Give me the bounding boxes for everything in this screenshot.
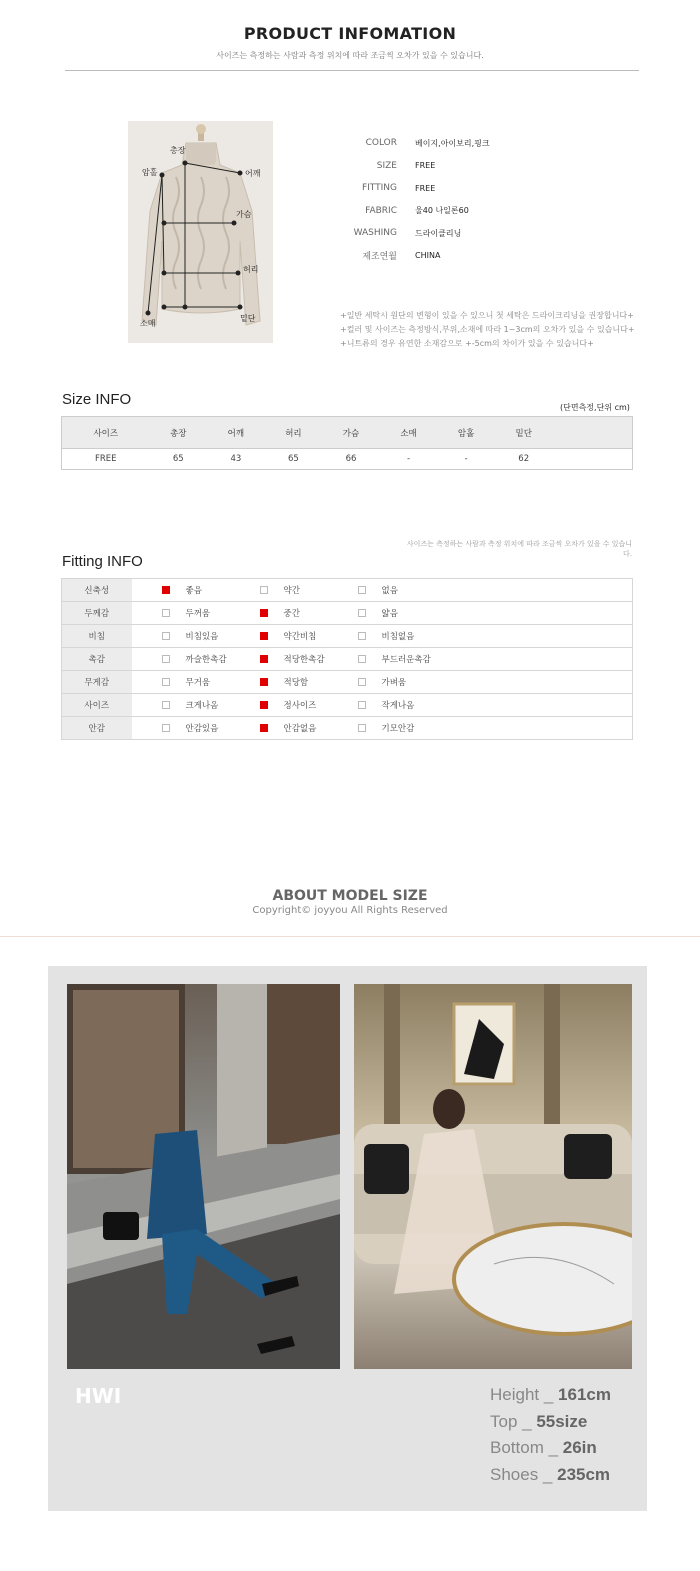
fitting-option-label: 정사이즈 <box>283 700 317 711</box>
size-cell: 66 <box>322 449 380 470</box>
spec-value: 울40 나일론60 <box>415 206 469 216</box>
fitting-option <box>260 671 358 694</box>
sweater-illustration <box>128 121 273 343</box>
unchecked-box-icon <box>162 724 170 732</box>
fitting-option-label: 무거움 <box>185 677 211 688</box>
unchecked-box-icon <box>162 678 170 686</box>
fitting-row-spacer <box>132 671 162 694</box>
stat-label: Height _ <box>490 1385 559 1404</box>
spec-row-fitting <box>340 177 490 200</box>
model-name: HWI <box>75 1384 122 1408</box>
fitting-row-label: 사이즈 <box>62 694 132 717</box>
fitting-option-label: 약간비침 <box>283 631 317 642</box>
model-stat-height <box>490 1382 611 1409</box>
size-cell: 65 <box>265 449 323 470</box>
fitting-option-label: 비침없음 <box>381 631 415 642</box>
divider <box>65 70 639 71</box>
fitting-option <box>162 717 260 740</box>
unchecked-box-icon <box>358 724 366 732</box>
fitting-option <box>358 625 633 648</box>
size-unit-note: (단면측정,단위 cm) <box>560 403 630 412</box>
fitting-option-label: 얇음 <box>381 608 398 619</box>
size-header-cell: 가슴 <box>322 417 380 449</box>
unchecked-box-icon <box>358 632 366 640</box>
diagram-label-armhole: 암홀 <box>142 168 158 177</box>
unchecked-box-icon <box>260 586 268 594</box>
fitting-row-label: 촉감 <box>62 648 132 671</box>
product-spec-list <box>340 132 490 267</box>
spec-value: 베이지,아이보리,핑크 <box>415 138 490 148</box>
fitting-row-spacer <box>132 602 162 625</box>
fitting-option <box>260 694 358 717</box>
fitting-option <box>162 694 260 717</box>
fitting-row <box>62 694 633 717</box>
spec-key: WASHING <box>353 228 397 239</box>
fitting-option-label: 약간 <box>283 585 300 596</box>
fitting-table <box>61 578 633 740</box>
fitting-row-label: 두께감 <box>62 602 132 625</box>
fitting-option-label: 작게나옴 <box>381 700 415 711</box>
checked-box-icon <box>260 678 268 686</box>
product-info-subtitle: 사이즈는 측정하는 사람과 측정 위치에 따라 조금씩 오차가 있을 수 있습니다. <box>216 51 484 60</box>
fitting-note: 사이즈는 측정하는 사람과 측정 위치에 따라 조금씩 오차가 있을 수 있습니다. <box>406 540 632 558</box>
fitting-row-label: 비침 <box>62 625 132 648</box>
fitting-row-spacer <box>132 717 162 740</box>
fitting-option <box>358 717 633 740</box>
size-cell: FREE <box>62 449 150 470</box>
stat-label: Bottom _ <box>490 1438 563 1457</box>
size-header-spacer <box>553 417 633 449</box>
fitting-option-label: 기모안감 <box>381 723 415 734</box>
fitting-option-label: 까슬한촉감 <box>185 654 227 665</box>
size-header-cell: 밑단 <box>495 417 553 449</box>
model-photo-street-art <box>67 984 340 1369</box>
care-note: +일반 세탁시 원단의 변형이 있을 수 있으니 첫 세탁은 드라이크리닝을 권장합니다+ <box>340 311 634 320</box>
spec-key: FABRIC <box>365 205 397 216</box>
stat-value: 235cm <box>557 1464 611 1484</box>
fitting-option <box>358 694 633 717</box>
spec-row-size <box>340 155 490 178</box>
fitting-option-label: 안감없음 <box>283 723 317 734</box>
size-header-cell: 암홀 <box>437 417 495 449</box>
size-cell: - <box>437 449 495 470</box>
fitting-option <box>162 602 260 625</box>
size-header-cell: 사이즈 <box>62 417 150 449</box>
diagram-label-sleeve: 소매 <box>140 319 156 328</box>
fitting-row-spacer <box>132 648 162 671</box>
fitting-option <box>162 625 260 648</box>
unchecked-box-icon <box>358 586 366 594</box>
fitting-option <box>358 671 633 694</box>
fitting-option-label: 중간 <box>283 608 300 619</box>
fitting-row <box>62 717 633 740</box>
fitting-option-label: 좋음 <box>185 585 202 596</box>
size-info-title: Size INFO <box>62 391 132 408</box>
unchecked-box-icon <box>162 701 170 709</box>
product-info-title: PRODUCT INFOMATION <box>243 24 457 43</box>
spec-key: 제조연월 <box>362 252 397 263</box>
divider <box>0 936 700 937</box>
spec-key: FITTING <box>361 183 397 194</box>
size-header-cell: 총장 <box>150 417 208 449</box>
fitting-row-label: 무게감 <box>62 671 132 694</box>
checked-box-icon <box>260 632 268 640</box>
size-header-cell: 소매 <box>380 417 438 449</box>
diagram-label-length: 총장 <box>170 146 186 155</box>
care-note: +니트류의 경우 유연한 소재감으로 +-5cm의 차이가 있을 수 있습니다+ <box>340 339 594 348</box>
fitting-option-label: 가벼움 <box>381 677 407 688</box>
fitting-option <box>260 717 358 740</box>
fitting-option <box>358 579 633 602</box>
unchecked-box-icon <box>162 632 170 640</box>
model-photo-street <box>67 984 340 1369</box>
spec-row-color <box>340 132 490 155</box>
model-photo-lounge-art <box>354 984 632 1369</box>
size-table <box>61 416 633 470</box>
diagram-label-waist: 허리 <box>243 265 259 274</box>
fitting-info-title: Fitting INFO <box>62 553 143 570</box>
model-stat-bottom <box>490 1435 611 1462</box>
size-header-cell: 어깨 <box>207 417 265 449</box>
fitting-row <box>62 671 633 694</box>
fitting-row <box>62 579 633 602</box>
fitting-row-label: 신축성 <box>62 579 132 602</box>
fitting-row <box>62 602 633 625</box>
fitting-option-label: 두꺼움 <box>185 608 211 619</box>
spec-row-washing <box>340 222 490 245</box>
size-cell: 62 <box>495 449 553 470</box>
fitting-row-spacer <box>132 579 162 602</box>
spec-key: SIZE <box>376 160 397 171</box>
fitting-option <box>260 602 358 625</box>
fitting-option-label: 크게나옴 <box>185 700 219 711</box>
fitting-option-label: 없음 <box>381 585 398 596</box>
fitting-row <box>62 625 633 648</box>
fitting-option-label: 부드러운촉감 <box>381 654 431 665</box>
size-cell: 43 <box>207 449 265 470</box>
size-cell-spacer <box>553 449 633 470</box>
checked-box-icon <box>162 586 170 594</box>
spec-value: FREE <box>415 183 436 193</box>
spec-value: FREE <box>415 161 436 171</box>
model-stat-top <box>490 1409 611 1436</box>
fitting-option <box>358 602 633 625</box>
spec-row-origin <box>340 245 490 268</box>
stat-value: 55size <box>536 1411 588 1431</box>
size-table-header <box>62 417 633 449</box>
diagram-label-hem: 밑단 <box>240 314 256 323</box>
spec-value: CHINA <box>415 251 441 261</box>
unchecked-box-icon <box>162 609 170 617</box>
size-header-cell: 허리 <box>265 417 323 449</box>
stat-label: Top _ <box>490 1411 537 1431</box>
stat-label: Shoes _ <box>490 1464 558 1484</box>
diagram-label-chest: 가슴 <box>236 210 252 219</box>
spec-key: COLOR <box>365 138 397 149</box>
spec-value: 드라이클리닝 <box>415 228 462 238</box>
size-cell: - <box>380 449 438 470</box>
model-size-title: ABOUT MODEL SIZE <box>272 888 428 904</box>
fitting-option-label: 적당한촉감 <box>283 654 325 665</box>
table-row <box>62 449 633 470</box>
fitting-row-label: 안감 <box>62 717 132 740</box>
fitting-row-spacer <box>132 694 162 717</box>
copyright-text: Copyright© joyyou All Rights Reserved <box>252 905 448 916</box>
diagram-label-shoulder: 어깨 <box>245 169 261 178</box>
fitting-option <box>260 579 358 602</box>
fitting-option-label: 적당함 <box>283 677 309 688</box>
fitting-option-label: 비침있음 <box>185 631 219 642</box>
sweater-measurement-image <box>128 121 273 343</box>
unchecked-box-icon <box>358 609 366 617</box>
fitting-option <box>260 625 358 648</box>
checked-box-icon <box>260 655 268 663</box>
model-stat-shoes <box>490 1462 611 1489</box>
unchecked-box-icon <box>358 655 366 663</box>
fitting-option <box>260 648 358 671</box>
unchecked-box-icon <box>162 655 170 663</box>
size-cell: 65 <box>150 449 208 470</box>
spec-row-fabric <box>340 200 490 223</box>
fitting-row <box>62 648 633 671</box>
stat-value: 26in <box>562 1438 597 1457</box>
checked-box-icon <box>260 609 268 617</box>
checked-box-icon <box>260 724 268 732</box>
fitting-option <box>162 671 260 694</box>
fitting-option <box>358 648 633 671</box>
checked-box-icon <box>260 701 268 709</box>
fitting-row-spacer <box>132 625 162 648</box>
fitting-option <box>162 648 260 671</box>
stat-value: 161cm <box>558 1385 611 1404</box>
care-notes <box>340 309 635 351</box>
fitting-option <box>162 579 260 602</box>
model-stats <box>490 1382 611 1488</box>
unchecked-box-icon <box>358 701 366 709</box>
unchecked-box-icon <box>358 678 366 686</box>
fitting-option-label: 안감있음 <box>185 723 219 734</box>
care-note: +컬러 및 사이즈는 측정방식,부위,소재에 따라 1~3cm의 오차가 있을 수 있습니다+ <box>340 325 635 334</box>
model-photo-lounge <box>354 984 632 1369</box>
